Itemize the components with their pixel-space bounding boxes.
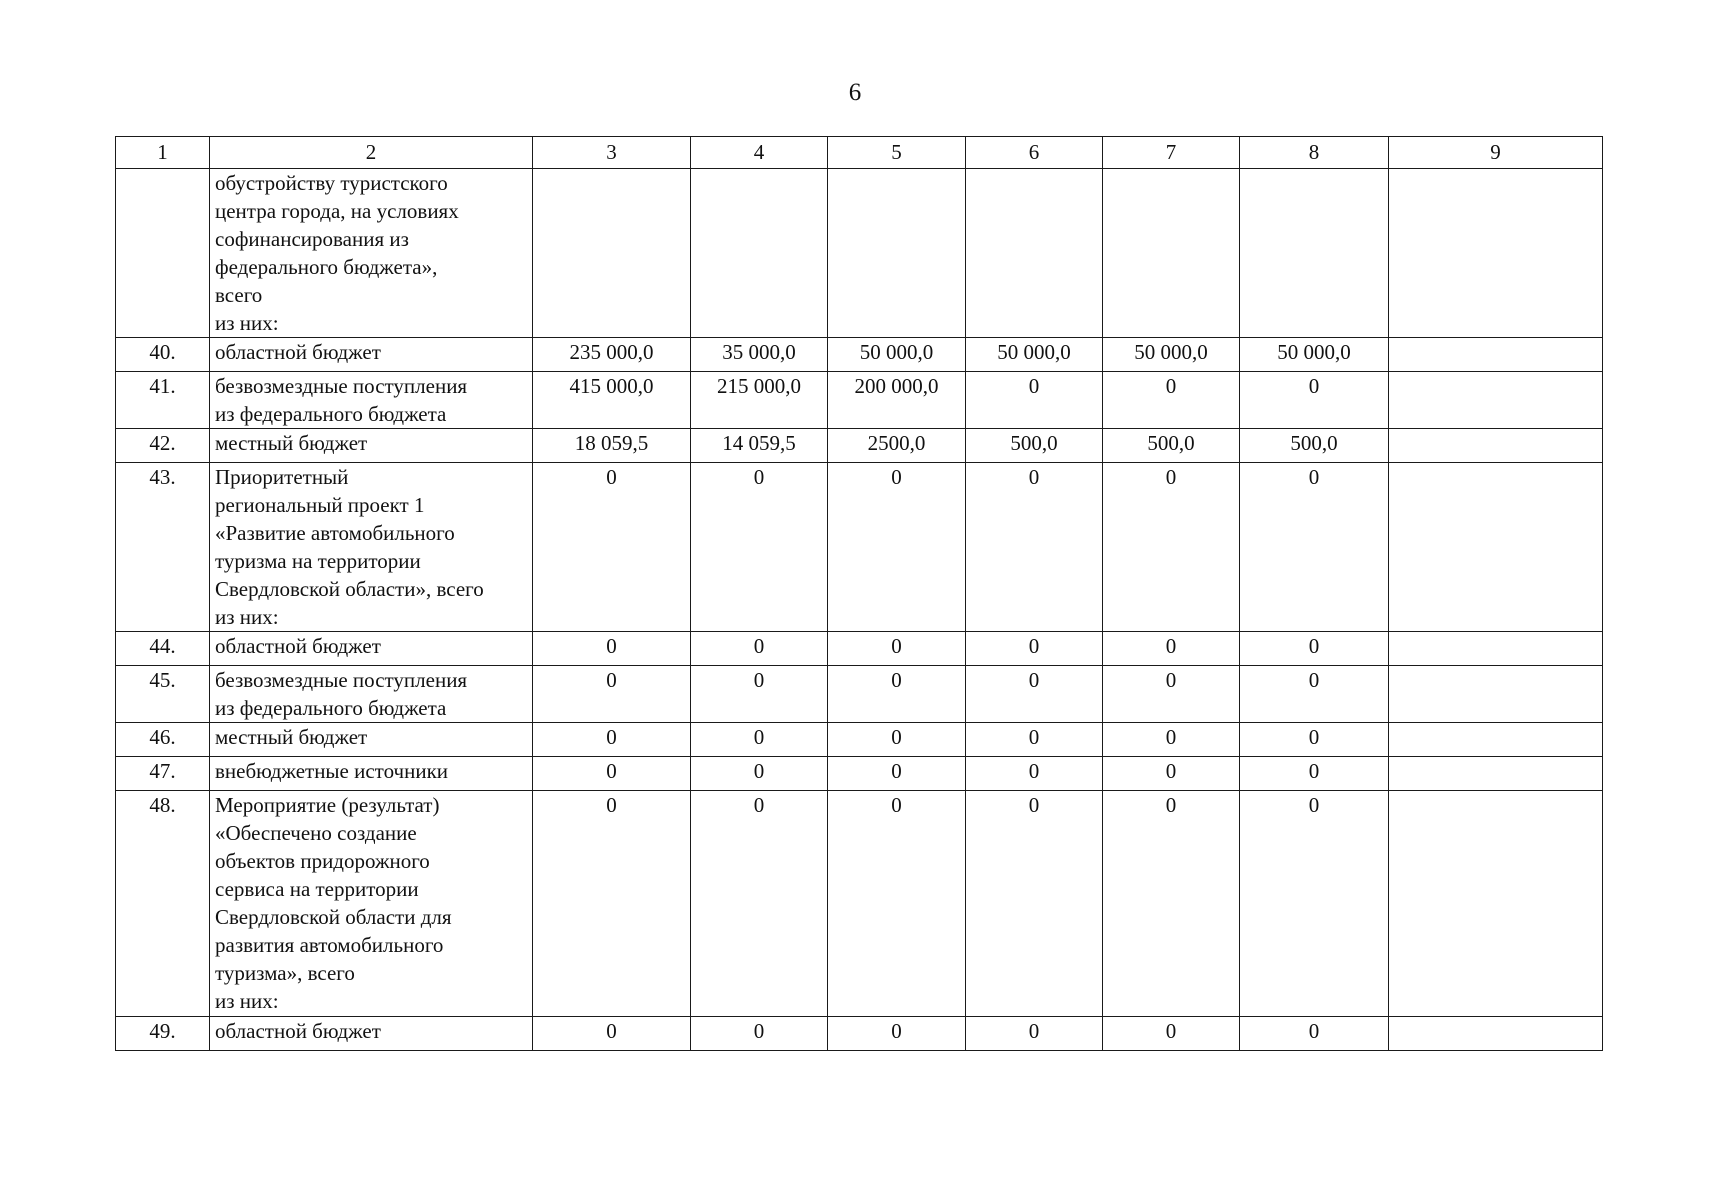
row-description: безвозмездные поступления из федерального бюджета: [210, 372, 533, 429]
row-value: 0: [966, 372, 1103, 429]
page-number: 6: [848, 79, 862, 106]
row-value: 0: [1240, 791, 1389, 1017]
row-value: 0: [1103, 723, 1240, 757]
row-description: местный бюджет: [210, 723, 533, 757]
row-value: 0: [828, 723, 966, 757]
row-value: 0: [691, 463, 828, 632]
row-value: 50 000,0: [828, 338, 966, 372]
row-value: 0: [1103, 1017, 1240, 1051]
row-note: [1389, 1017, 1603, 1051]
column-header: 2: [210, 137, 533, 169]
row-note: [1389, 723, 1603, 757]
row-description: областной бюджет: [210, 338, 533, 372]
row-value: 0: [691, 1017, 828, 1051]
row-value: [1103, 169, 1240, 338]
column-header: 4: [691, 137, 828, 169]
row-value: 0: [966, 632, 1103, 666]
row-value: 2500,0: [828, 429, 966, 463]
row-value: 0: [1240, 666, 1389, 723]
row-value: 0: [533, 1017, 691, 1051]
row-value: 0: [533, 666, 691, 723]
row-value: 0: [966, 666, 1103, 723]
column-header: 7: [1103, 137, 1240, 169]
row-note: [1389, 338, 1603, 372]
row-value: 0: [533, 723, 691, 757]
row-note: [1389, 463, 1603, 632]
row-value: 50 000,0: [1103, 338, 1240, 372]
row-value: 0: [828, 632, 966, 666]
row-value: 50 000,0: [1240, 338, 1389, 372]
row-value: 0: [828, 463, 966, 632]
row-value: 0: [966, 723, 1103, 757]
row-value: 500,0: [966, 429, 1103, 463]
row-value: 0: [828, 1017, 966, 1051]
table-row: [116, 666, 1603, 723]
row-note: [1389, 372, 1603, 429]
row-value: 0: [1240, 372, 1389, 429]
row-value: 0: [1103, 666, 1240, 723]
row-value: 0: [1103, 463, 1240, 632]
table-row: [116, 791, 1603, 1017]
row-value: 35 000,0: [691, 338, 828, 372]
row-note: [1389, 666, 1603, 723]
row-value: 0: [966, 1017, 1103, 1051]
row-value: 0: [1240, 757, 1389, 791]
row-number: 40.: [116, 338, 210, 372]
row-value: 0: [828, 791, 966, 1017]
row-value: 0: [1240, 632, 1389, 666]
row-description: обустройству туристского центра города, на условиях софинансирования из федерального бюджета», всего из них:: [210, 169, 533, 338]
row-value: 0: [1240, 1017, 1389, 1051]
row-description: местный бюджет: [210, 429, 533, 463]
row-value: 200 000,0: [828, 372, 966, 429]
row-value: 0: [1103, 372, 1240, 429]
row-value: 415 000,0: [533, 372, 691, 429]
row-value: 14 059,5: [691, 429, 828, 463]
row-value: 0: [966, 791, 1103, 1017]
row-description: внебюджетные источники: [210, 757, 533, 791]
column-header: 5: [828, 137, 966, 169]
row-value: [691, 169, 828, 338]
row-value: 0: [1103, 791, 1240, 1017]
column-header: 9: [1389, 137, 1603, 169]
table-row: [116, 632, 1603, 666]
row-value: 0: [533, 632, 691, 666]
row-value: [828, 169, 966, 338]
row-number: 44.: [116, 632, 210, 666]
row-number: 42.: [116, 429, 210, 463]
row-value: [966, 169, 1103, 338]
row-value: 235 000,0: [533, 338, 691, 372]
table-row: [116, 1017, 1603, 1051]
row-description: безвозмездные поступления из федерального бюджета: [210, 666, 533, 723]
row-value: 50 000,0: [966, 338, 1103, 372]
row-note: [1389, 791, 1603, 1017]
row-note: [1389, 169, 1603, 338]
row-value: 0: [691, 632, 828, 666]
table-row: [116, 338, 1603, 372]
row-note: [1389, 632, 1603, 666]
row-number: 46.: [116, 723, 210, 757]
row-description: Приоритетный региональный проект 1 «Развитие автомобильного туризма на территории Свердловской области», всего из них:: [210, 463, 533, 632]
row-value: 500,0: [1240, 429, 1389, 463]
row-value: 0: [966, 463, 1103, 632]
row-value: 0: [533, 463, 691, 632]
column-header: 3: [533, 137, 691, 169]
column-number-header-row: [116, 137, 1603, 169]
row-description: областной бюджет: [210, 632, 533, 666]
row-note: [1389, 429, 1603, 463]
table-row: [116, 429, 1603, 463]
table-row: [116, 372, 1603, 429]
row-value: 0: [691, 666, 828, 723]
table-row: [116, 757, 1603, 791]
row-number: 49.: [116, 1017, 210, 1051]
row-value: 0: [533, 757, 691, 791]
column-header: 1: [116, 137, 210, 169]
table-row: [116, 723, 1603, 757]
row-number: 45.: [116, 666, 210, 723]
row-value: 0: [828, 666, 966, 723]
row-number: 48.: [116, 791, 210, 1017]
column-header: 6: [966, 137, 1103, 169]
row-number: 47.: [116, 757, 210, 791]
row-description: областной бюджет: [210, 1017, 533, 1051]
row-value: 215 000,0: [691, 372, 828, 429]
row-value: 18 059,5: [533, 429, 691, 463]
row-value: 0: [691, 723, 828, 757]
row-value: 0: [691, 757, 828, 791]
row-number: [116, 169, 210, 338]
row-value: 0: [533, 791, 691, 1017]
row-description: Мероприятие (результат) «Обеспечено создание объектов придорожного сервиса на территории Свердловской области для развития автомобильного туризма», всего из них:: [210, 791, 533, 1017]
row-value: 0: [828, 757, 966, 791]
row-number: 41.: [116, 372, 210, 429]
row-value: 0: [1103, 632, 1240, 666]
table-row: [116, 463, 1603, 632]
row-value: 0: [691, 791, 828, 1017]
row-note: [1389, 757, 1603, 791]
row-value: 0: [1240, 723, 1389, 757]
column-header: 8: [1240, 137, 1389, 169]
row-value: 0: [1240, 463, 1389, 632]
row-value: 500,0: [1103, 429, 1240, 463]
budget-table: [115, 136, 1603, 1051]
table-row: [116, 169, 1603, 338]
row-value: [1240, 169, 1389, 338]
row-value: 0: [966, 757, 1103, 791]
row-value: [533, 169, 691, 338]
row-value: 0: [1103, 757, 1240, 791]
row-number: 43.: [116, 463, 210, 632]
